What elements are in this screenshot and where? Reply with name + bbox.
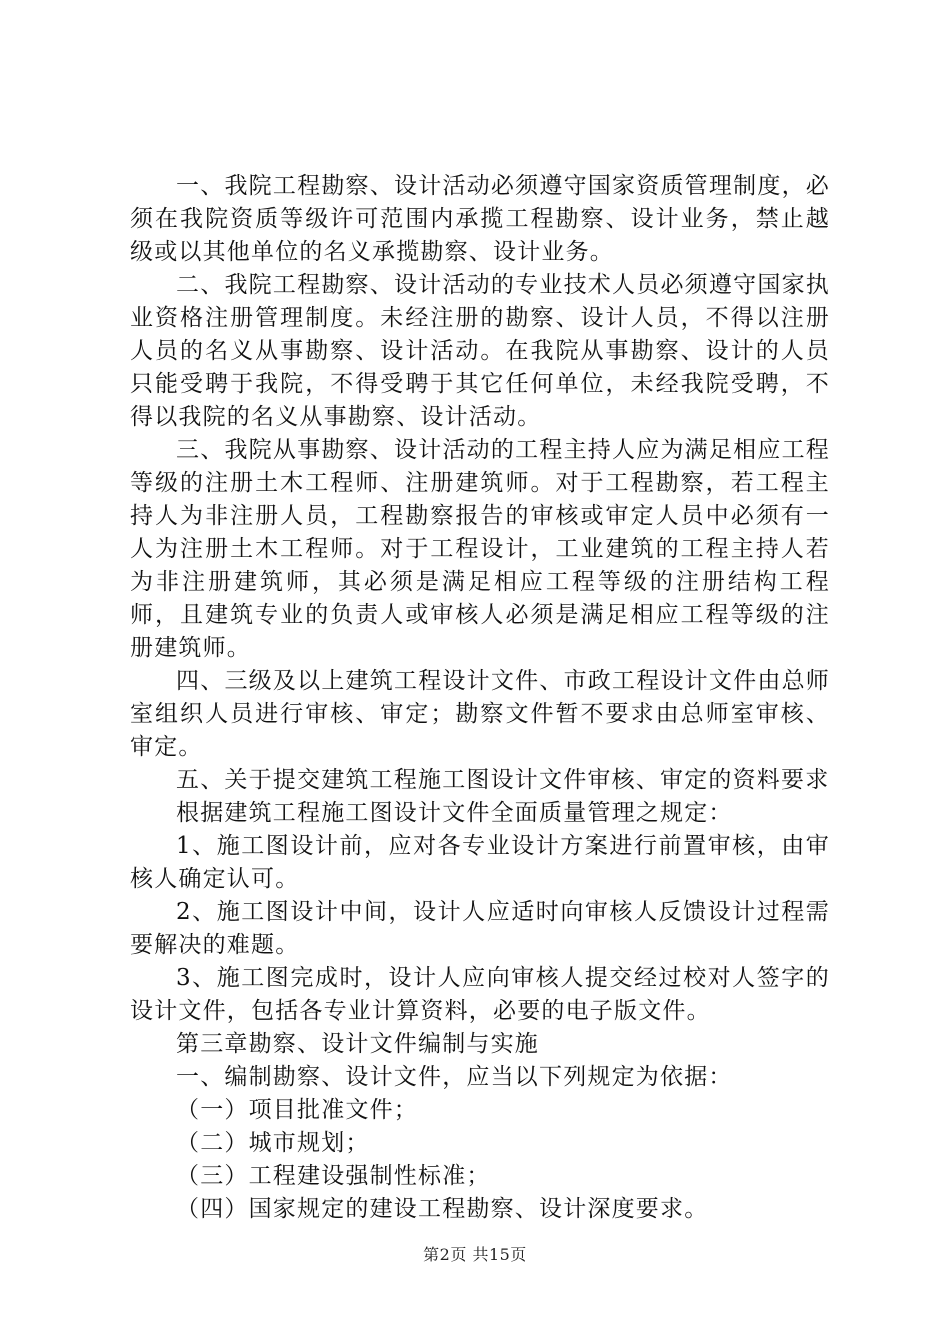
paragraph-3: 三、我院从事勘察、设计活动的工程主持人应为满足相应工程等级的注册土木工程师、注册建筑师。对于工程勘察，若工程主持人为非注册人员，工程勘察报告的审核或审定人员中必须有一人为注册土木工程师。对于工程设计，工业建筑的工程主持人若为非注册建筑师，其必须是满足相应工程等级的注册结构工程师，且建筑专业的负责人或审核人必须是满足相应工程等级的注册建筑师。	[130, 437, 830, 661]
document-body	[130, 170, 830, 1226]
paragraph-4: 四、三级及以上建筑工程设计文件、市政工程设计文件由总师室组织人员进行审核、审定；勘察文件暂不要求由总师室审核、审定。	[130, 668, 830, 760]
list-item-2: （二）城市规划；	[176, 1130, 370, 1156]
chapter-heading: 第三章勘察、设计文件编制与实施	[176, 1031, 539, 1057]
paragraph-7: 1、施工图设计前，应对各专业设计方案进行前置审核，由审核人确定认可。	[130, 833, 830, 892]
list-item-4: （四）国家规定的建设工程勘察、设计深度要求。	[176, 1196, 709, 1222]
paragraph-8: 2、施工图设计中间，设计人应适时向审核人反馈设计过程需要解决的难题。	[130, 899, 830, 958]
list-item-3: （三）工程建设强制性标准；	[176, 1163, 491, 1189]
paragraph-5: 五、关于提交建筑工程施工图设计文件审核、审定的资料要求	[176, 767, 830, 793]
paragraph-11: 一、编制勘察、设计文件，应当以下列规定为依据：	[176, 1064, 733, 1090]
paragraph-6: 根据建筑工程施工图设计文件全面质量管理之规定：	[176, 800, 733, 826]
list-item-1: （一）项目批准文件；	[176, 1097, 418, 1123]
paragraph-2: 二、我院工程勘察、设计活动的专业技术人员必须遵守国家执业资格注册管理制度。未经注册的勘察、设计人员，不得以注册人员的名义从事勘察、设计活动。在我院从事勘察、设计的人员只能受聘于我院，不得受聘于其它任何单位，未经我院受聘，不得以我院的名义从事勘察、设计活动。	[130, 272, 830, 430]
paragraph-1: 一、我院工程勘察、设计活动必须遵守国家资质管理制度，必须在我院资质等级许可范围内承揽工程勘察、设计业务，禁止越级或以其他单位的名义承揽勘察、设计业务。	[130, 173, 830, 265]
page-footer: 第2页 共15页	[423, 1245, 527, 1264]
paragraph-9: 3、施工图完成时，设计人应向审核人提交经过校对人签字的设计文件，包括各专业计算资料，必要的电子版文件。	[130, 965, 830, 1024]
